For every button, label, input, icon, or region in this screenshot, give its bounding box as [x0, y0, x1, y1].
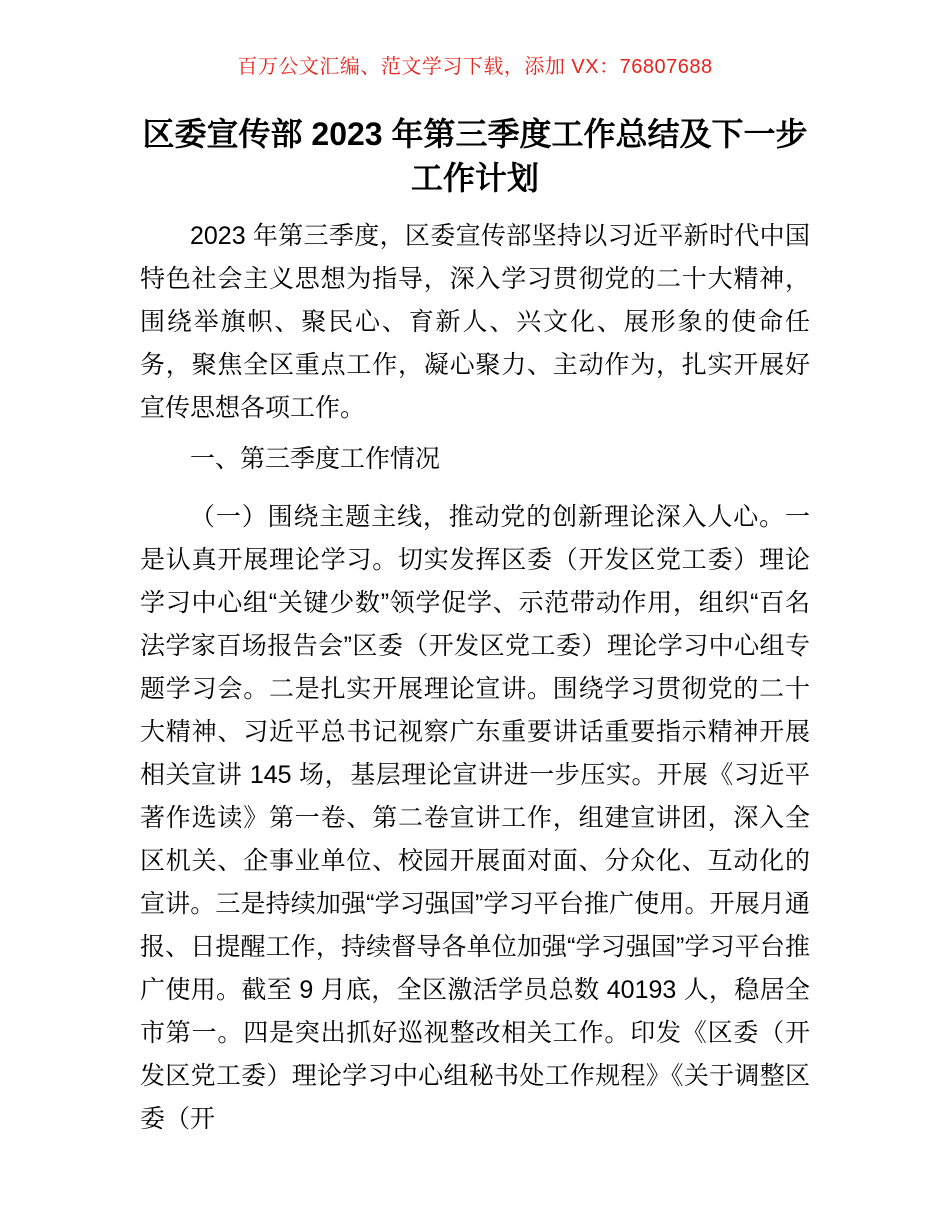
section-heading-q3-work: 一、第三季度工作情况: [190, 445, 441, 473]
header-notice: 百万公文汇编、范文学习下载，添加 VX：76807688: [237, 56, 713, 78]
paragraph-intro: 2023 年第三季度，区委宣传部坚持以习近平新时代中国特色社会主义思想为指导，深入学习贯彻党的二十大精神，围绕举旗帜、聚民心、育新人、兴文化、展形象的使命任务，聚焦全区重点工作，凝心聚力、主动作为，扎实开展好宣传思想各项工作。: [140, 222, 810, 422]
document-title: 区委宣传部 2023 年第三季度工作总结及下一步工作计划: [142, 116, 808, 196]
paragraph-section-one: （一）围绕主题主线，推动党的创新理论深入人心。一是认真开展理论学习。切实发挥区委（开发区党工委）理论学习中心组“关键少数”领学促学、示范带动作用，组织“百名法学家百场报告会”区委（开发区党工委）理论学习中心组专题学习会。二是扎实开展理论宣讲。围绕学习贯彻党的二十大精神、习近平总书记视察广东重要讲话重要指示精神开展相关宣讲 145 场，基层理论宣讲进一步压实。开展《习近平著作选读》第一卷、第二卷宣讲工作，组建宣讲团，深入全区机关、企事业单位、校园开展面对面、分众化、互动化的宣讲。三是持续加强“学习强国”学习平台推广使用。开展月通报、日提醒工作，持续督导各单位加强“学习强国”学习平台推广使用。截至 9 月底，全区激活学员总数 40193 人，稳居全市第一。四是突出抓好巡视整改相关工作。印发《区委（开发区党工委）理论学习中心组秘书处工作规程》《关于调整区委（开: [140, 503, 810, 1133]
document-body: [140, 215, 810, 1141]
